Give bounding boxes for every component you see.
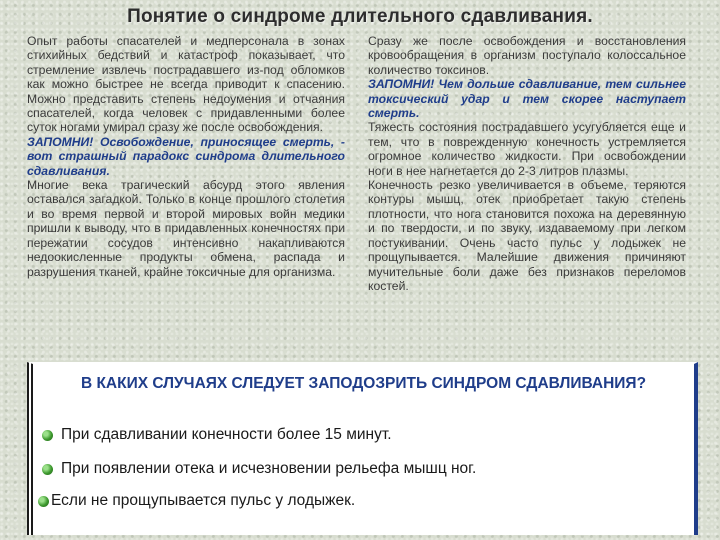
left-paragraph-1: Опыт работы спасателей и медперсонала в зонах стихийных бедствий и катастроф показывает, что стремление извлечь пострадавшего из-под обломков как можно быстрее не всегда приводит к спасению. Можно представить степень недоумения и отчаяния спасателей, когда человек с придавленными более суток ногами умирал сразу же после освобождения. xyxy=(27,34,345,135)
right-paragraph-3: Конечность резко увеличивается в объеме, теряются контуры мышц, отек приобретает такую степень плотности, что нога становится похожа на деревянную и по твердости, и по звуку, издаваемому при легком постукивании. Очень часто пульс у лодыжек не прощупывается. Малейшие движения причиняют мучительные боли даже без признаков переломов костей. xyxy=(368,178,686,293)
left-text-column xyxy=(27,34,345,279)
right-emphasis-note: ЗАПОМНИ! Чем дольше сдавливание, тем сильнее токсический удар и тем скорее наступает смерть. xyxy=(368,77,686,121)
left-emphasis-note: ЗАПОМНИ! Освобождение, приносящее смерть, - вот страшный парадокс синдрома длительного сдавливания. xyxy=(27,134,345,178)
symptoms-box-title: В КАКИХ СЛУЧАЯХ СЛЕДУЕТ ЗАПОДОЗРИТЬ СИНДРОМ СДАВЛИВАНИЯ? xyxy=(80,375,647,392)
symptom-item-text: При сдавливании конечности более 15 минут. xyxy=(61,426,392,443)
right-text-column xyxy=(368,34,686,293)
symptom-item-text: При появлении отека и исчезновении рельефа мышц ног. xyxy=(61,460,477,477)
symptom-item-text: Если не прощупывается пульс у лодыжек. xyxy=(51,492,356,509)
green-bullet-icon xyxy=(38,496,49,507)
slide-title: Понятие о синдроме длительного сдавливания. xyxy=(127,6,593,27)
symptom-item xyxy=(42,460,476,478)
right-paragraph-1: Сразу же после освобождения и восстановления кровообращения в организм поступало колоссальное количество токсинов. xyxy=(368,34,686,77)
green-bullet-icon xyxy=(42,464,53,475)
green-bullet-icon xyxy=(42,430,53,441)
symptom-item xyxy=(42,426,392,444)
symptoms-box xyxy=(27,362,698,535)
left-paragraph-2: Многие века трагический абсурд этого явления оставался загадкой. Только в конце прошлого столетия и во время первой и второй мировых войн медики пришли к выводу, что в придавленных конечностях при пережатии сосудов интенсивно накапливаются недоокисленные продукты обмена, распада и разрушения тканей, крайне токсичные для организма. xyxy=(27,178,345,279)
right-paragraph-2: Тяжесть состояния пострадавшего усугубляется еще и тем, что в поврежденную конечность устремляется огромное количество жидкости. При освобождении ноги в нее нагнетается до 2-3 литров плазмы. xyxy=(368,120,686,178)
symptom-item xyxy=(38,492,355,510)
